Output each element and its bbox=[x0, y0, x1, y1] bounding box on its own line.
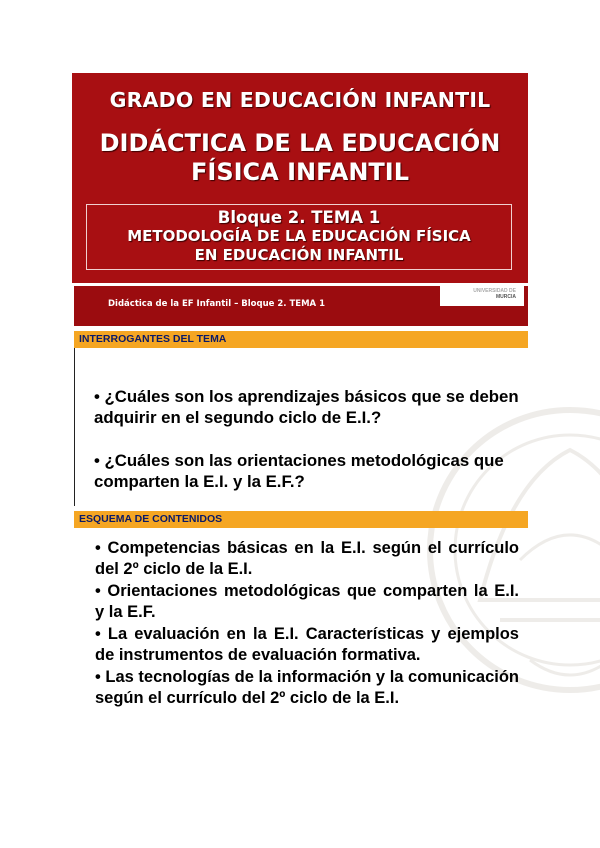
header-text: Didáctica de la EF Infantil – Bloque 2. TEMA 1 bbox=[108, 299, 325, 309]
topic-title-line2: EN EDUCACIÓN INFANTIL bbox=[194, 246, 404, 264]
section-bar-contents: ESQUEMA DE CONTENIDOS bbox=[74, 511, 528, 528]
course-title bbox=[72, 129, 528, 187]
title-slide bbox=[72, 73, 528, 283]
contents-item: • Orientaciones metodológicas que comparten la E.I. y la E.F. bbox=[95, 582, 519, 621]
questions-slide bbox=[74, 286, 528, 506]
slide-header bbox=[74, 286, 528, 326]
logo-line1: UNIVERSIDAD DE bbox=[473, 288, 516, 294]
question-item: • ¿Cuáles son las orientaciones metodológicas que comparten la E.I. y la E.F.? bbox=[94, 451, 504, 491]
contents-list bbox=[95, 538, 519, 710]
topic-box bbox=[86, 204, 512, 270]
topic-title bbox=[87, 227, 511, 265]
question-item: • ¿Cuáles son los aprendizajes básicos que se deben adquirir en el segundo ciclo de E.I.? bbox=[94, 387, 519, 427]
section-bar-questions: INTERROGANTES DEL TEMA bbox=[74, 331, 528, 348]
degree-title: GRADO EN EDUCACIÓN INFANTIL bbox=[109, 88, 491, 112]
contents-item: • Las tecnologías de la información y la comunicación según el currículo del 2º ciclo de la E.I. bbox=[95, 668, 519, 707]
logo-line2: MURCIA bbox=[496, 294, 516, 300]
logo-text bbox=[473, 288, 516, 300]
contents-item: • Competencias básicas en la E.I. según el currículo del 2º ciclo de la E.I. bbox=[95, 539, 519, 578]
contents-item: • La evaluación en la E.I. Características y ejemplos de instrumentos de evaluación formativa. bbox=[95, 625, 519, 664]
left-border bbox=[74, 348, 75, 506]
university-logo bbox=[440, 286, 524, 306]
course-title-line1: DIDÁCTICA DE LA EDUCACIÓN bbox=[99, 129, 501, 157]
topic-title-line1: METODOLOGÍA DE LA EDUCACIÓN FÍSICA bbox=[127, 227, 471, 245]
course-title-line2: FÍSICA INFANTIL bbox=[191, 158, 409, 186]
bloque-label: Bloque 2. TEMA 1 bbox=[217, 208, 381, 227]
